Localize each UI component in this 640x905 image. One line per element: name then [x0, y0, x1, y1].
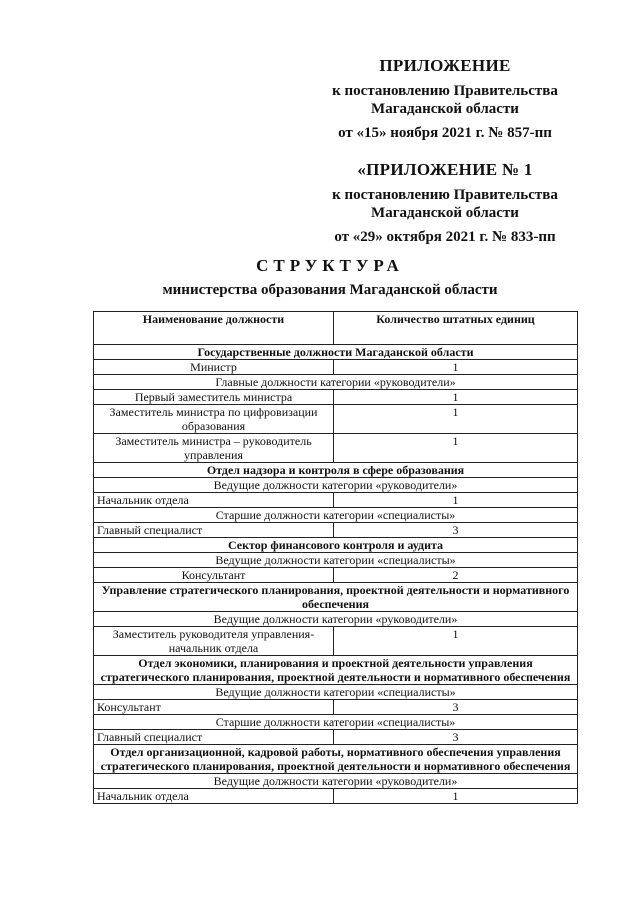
appendix-1-line: к постановлению Правительства	[332, 187, 558, 203]
appendix-title: ПРИЛОЖЕНИЕ	[379, 56, 511, 75]
position-name: Консультант	[94, 700, 334, 715]
table-row	[94, 656, 578, 685]
appendix-header	[300, 56, 590, 246]
table-header-row	[94, 312, 578, 345]
appendix-date-line: от «15» ноября 2021 г. № 857-пп	[338, 125, 552, 141]
column-header-position: Наименование должности	[94, 312, 334, 345]
section-heading: Государственные должности Магаданской области	[94, 345, 578, 360]
staff-count: 3	[334, 730, 578, 745]
position-name: Консультант	[94, 568, 334, 583]
appendix-line: к постановлению Правительства	[332, 83, 558, 99]
table-row	[94, 685, 578, 700]
table-row	[94, 583, 578, 612]
appendix-1-line: Магаданской области	[371, 205, 519, 221]
position-name: Начальник отдела	[94, 493, 334, 508]
staff-count: 1	[334, 789, 578, 804]
table-row	[94, 715, 578, 730]
table-row	[94, 493, 578, 508]
position-name: Заместитель министра – руководитель управления	[94, 434, 334, 463]
section-heading: Управление стратегического планирования, проектной деятельности и нормативного обеспечения	[94, 583, 578, 612]
staff-count: 1	[334, 360, 578, 375]
staff-count: 3	[334, 700, 578, 715]
position-name: Главный специалист	[94, 523, 334, 538]
table-row	[94, 523, 578, 538]
table-row	[94, 463, 578, 478]
table-row	[94, 553, 578, 568]
table-row	[94, 478, 578, 493]
table-row	[94, 405, 578, 434]
appendix-1-date-line: от «29» октября 2021 г. № 833-пп	[334, 229, 556, 245]
category-heading: Ведущие должности категории «руководители»	[94, 478, 578, 493]
position-name: Министр	[94, 360, 334, 375]
staff-count: 2	[334, 568, 578, 583]
category-heading: Главные должности категории «руководители»	[94, 375, 578, 390]
staff-count: 1	[334, 390, 578, 405]
position-name: Заместитель руководителя управления- начальник отдела	[94, 627, 334, 656]
category-heading: Ведущие должности категории «руководители»	[94, 774, 578, 789]
section-heading: Отдел экономики, планирования и проектной деятельности управления стратегического планирования, проектной деятельности и нормативного обеспечения	[94, 656, 578, 685]
category-heading: Ведущие должности категории «специалисты»	[94, 685, 578, 700]
document-subtitle: министерства образования Магаданской области	[162, 282, 498, 298]
table-row	[94, 774, 578, 789]
table-row	[94, 375, 578, 390]
staff-count: 1	[334, 434, 578, 463]
table-row	[94, 390, 578, 405]
staff-count: 3	[334, 523, 578, 538]
table-row	[94, 612, 578, 627]
position-name: Первый заместитель министра	[94, 390, 334, 405]
table-row	[94, 360, 578, 375]
position-name: Заместитель министра по цифровизации образования	[94, 405, 334, 434]
position-name: Начальник отдела	[94, 789, 334, 804]
table-row	[94, 627, 578, 656]
position-name: Главный специалист	[94, 730, 334, 745]
staff-structure-table	[93, 311, 578, 804]
section-heading: Отдел надзора и контроля в сфере образования	[94, 463, 578, 478]
category-heading: Ведущие должности категории «специалисты»	[94, 553, 578, 568]
staff-count: 1	[334, 627, 578, 656]
appendix-1-title: «ПРИЛОЖЕНИЕ № 1	[357, 160, 533, 179]
section-heading: Отдел организационной, кадровой работы, нормативного обеспечения управления стратегического планирования, проектной деятельности и нормативного обеспечения	[94, 745, 578, 774]
table-row	[94, 538, 578, 553]
category-heading: Старшие должности категории «специалисты»	[94, 715, 578, 730]
table-row	[94, 508, 578, 523]
staff-count: 1	[334, 405, 578, 434]
table-row	[94, 730, 578, 745]
category-heading: Ведущие должности категории «руководители»	[94, 612, 578, 627]
category-heading: Старшие должности категории «специалисты»	[94, 508, 578, 523]
staff-count: 1	[334, 493, 578, 508]
table-row	[94, 700, 578, 715]
table-row	[94, 568, 578, 583]
table-row	[94, 345, 578, 360]
table-row	[94, 745, 578, 774]
section-heading: Сектор финансового контроля и аудита	[94, 538, 578, 553]
appendix-line: Магаданской области	[371, 101, 519, 117]
column-header-count: Количество штатных единиц	[334, 312, 578, 345]
document-title: СТРУКТУРА	[256, 256, 404, 275]
table-row	[94, 789, 578, 804]
table-row	[94, 434, 578, 463]
